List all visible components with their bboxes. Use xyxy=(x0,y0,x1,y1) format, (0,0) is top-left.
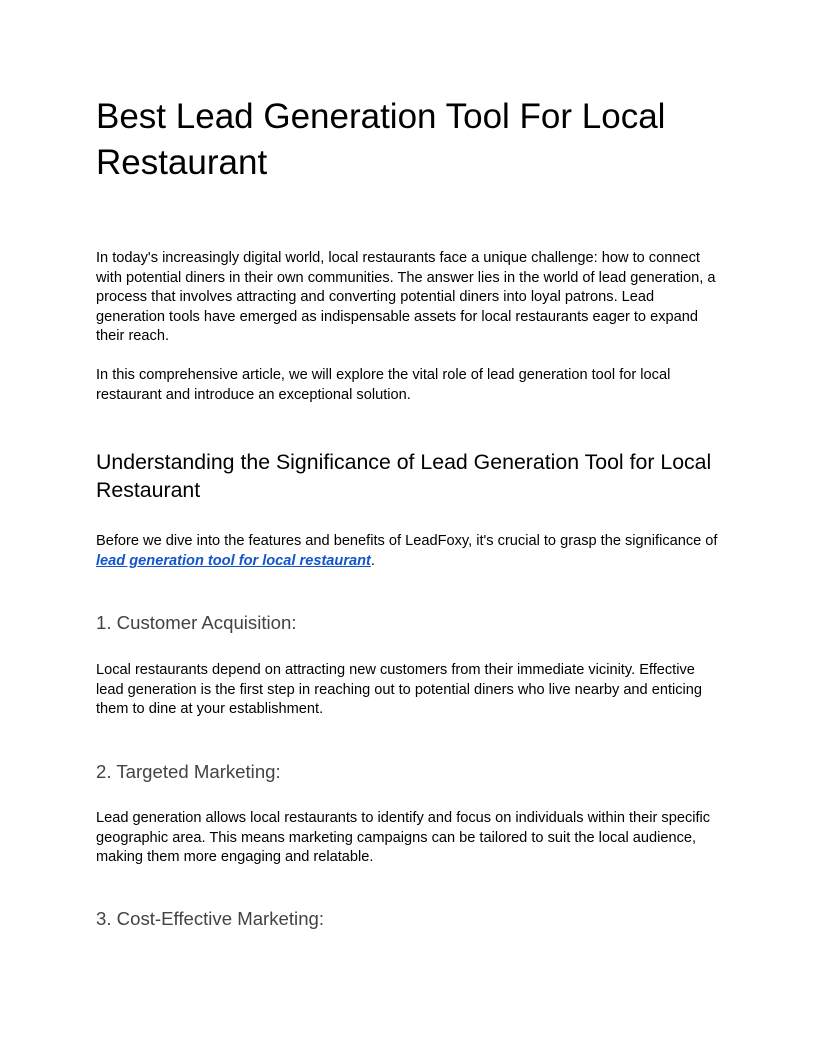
subsection-heading-targeted-marketing: 2. Targeted Marketing: xyxy=(96,761,281,782)
subsection-body-targeted-marketing: Lead generation allows local restaurants to identify and focus on individuals within their specific geographic area. This means marketing campaigns can be tailored to suit the local audience, making them more engaging and relatable. xyxy=(96,810,711,865)
intro-paragraph-1: In today's increasingly digital world, local restaurants face a unique challenge: how to connect with potential diners in their own communities. The answer lies in the world of lead generation, a process that involves attracting and converting potential diners into loyal patrons. Lead generation tools have emerged as indispensable assets for local restaurants eager to expand their reach. xyxy=(96,250,716,344)
section-paragraph-end: . xyxy=(370,552,375,569)
section-paragraph xyxy=(96,532,724,571)
subsection-heading-customer-acquisition: 1. Customer Acquisition: xyxy=(96,612,297,633)
section-heading: Understanding the Significance of Lead Generation Tool for Local Restaurant xyxy=(96,450,712,502)
subsection-body-customer-acquisition: Local restaurants depend on attracting new customers from their immediate vicinity. Effective lead generation is the first step in reaching out to potential diners who live nearby and enticing them to dine at your establishment. xyxy=(96,662,703,717)
intro-paragraph-2: In this comprehensive article, we will explore the vital role of lead generation tool for local restaurant and introduce an exceptional solution. xyxy=(96,367,671,403)
subsection-heading-cost-effective-marketing: 3. Cost-Effective Marketing: xyxy=(96,908,325,929)
document-title: Best Lead Generation Tool For Local Restaurant xyxy=(96,97,666,182)
lead-generation-tool-link[interactable]: lead generation tool for local restaurant xyxy=(96,552,371,569)
section-paragraph-text: Before we dive into the features and benefits of LeadFoxy, it's crucial to grasp the significance of xyxy=(96,533,718,549)
